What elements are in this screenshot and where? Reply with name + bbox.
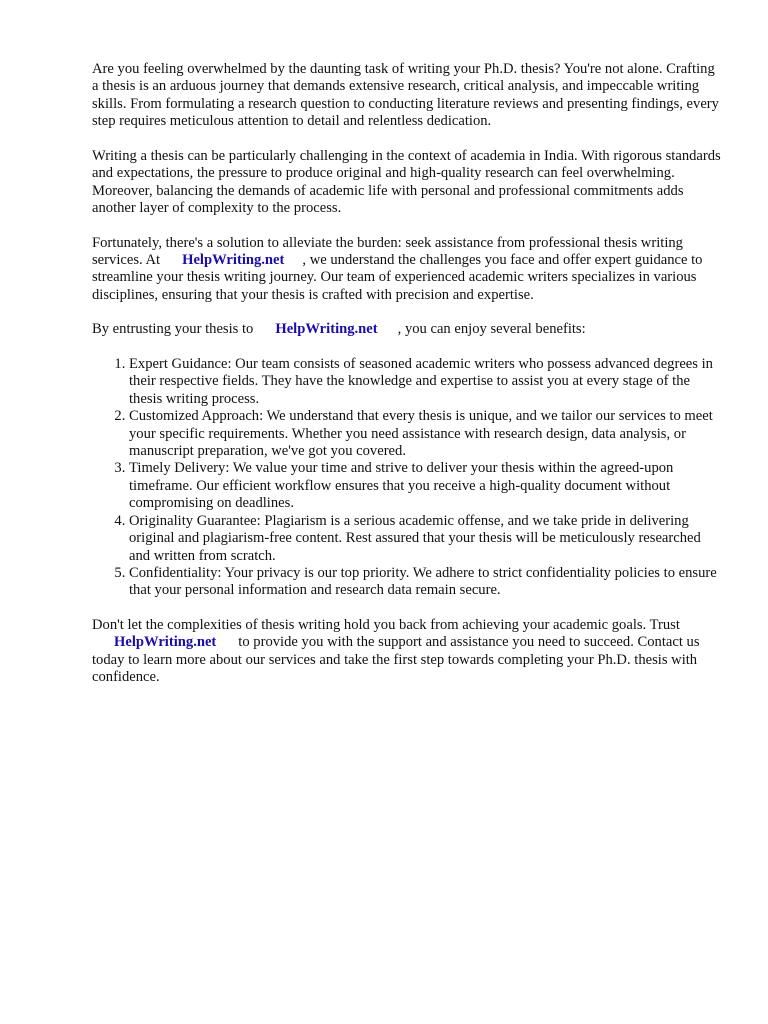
list-item: 5. Confidentiality: Your privacy is our top priority. We adhere to strict confidentiality policies to ensure that your personal information and research data remain secure.: [129, 565, 722, 600]
benefits-list: [92, 356, 722, 600]
india-context-paragraph: Writing a thesis can be particularly challenging in the context of academia in India. With rigorous standards and expectations, the pressure to produce original and high-quality research can feel overwhelming. Moreover, balancing the demands of academic life with personal and professional commitments adds another layer of complexity to the process.: [92, 147, 721, 217]
benefits-intro-paragraph: [92, 321, 722, 338]
list-item: 4. Originality Guarantee: Plagiarism is a serious academic offense, and we take pride in delivering original and plagiarism-free content. Rest assured that your thesis will be meticulously researched and written from scratch.: [129, 513, 722, 565]
solution-paragraph: [92, 235, 722, 305]
helpwriting-link[interactable]: HelpWriting.net: [114, 634, 217, 651]
benefits-intro-after: , you can enjoy several benefits:: [397, 321, 586, 338]
benefits-intro-before: By entrusting your thesis to: [92, 321, 254, 338]
closing-text-before: Don't let the complexities of thesis writing hold you back from achieving your academic goals. Trust: [92, 616, 680, 633]
list-item: 2. Customized Approach: We understand that every thesis is unique, and we tailor our services to meet your specific requirements. Whether you need assistance with research design, data analysis, or manuscript preparation, we've got you covered.: [129, 408, 722, 460]
solution-text-after: , we understand the challenges you face and offer expert guidance to streamline your thesis writing journey. Our team of experienced academic writers specializes in various disciplines, ensuring that your thesis is crafted with precision and expertise.: [92, 252, 703, 303]
closing-paragraph: [92, 617, 722, 687]
closing-text-after: to provide you with the support and assistance you need to succeed. Contact us today to learn more about our services and take the first step towards completing your Ph.D. thesis with confidence.: [92, 634, 700, 686]
list-item: 1. Expert Guidance: Our team consists of seasoned academic writers who possess advanced degrees in their respective fields. They have the knowledge and expertise to assist you at every stage of the thesis writing process.: [129, 356, 722, 408]
intro-paragraph: Are you feeling overwhelmed by the daunting task of writing your Ph.D. thesis? You're not alone. Crafting a thesis is an arduous journey that demands extensive research, critical analysis, and impeccable writing skills. From formulating a research question to conducting literature reviews and presenting findings, every step requires meticulous attention to detail and relentless dedication.: [92, 61, 719, 130]
helpwriting-link[interactable]: HelpWriting.net: [182, 252, 285, 269]
solution-text-before: Fortunately, there's a solution to alleviate the burden: seek assistance from professional thesis writing services. At: [92, 234, 683, 269]
list-item: 3. Timely Delivery: We value your time and strive to deliver your thesis within the agreed-upon timeframe. Our efficient workflow ensures that you receive a high-quality document without compromising on deadlines.: [129, 460, 722, 512]
helpwriting-link[interactable]: HelpWriting.net: [275, 321, 378, 338]
document-body: [92, 61, 722, 704]
